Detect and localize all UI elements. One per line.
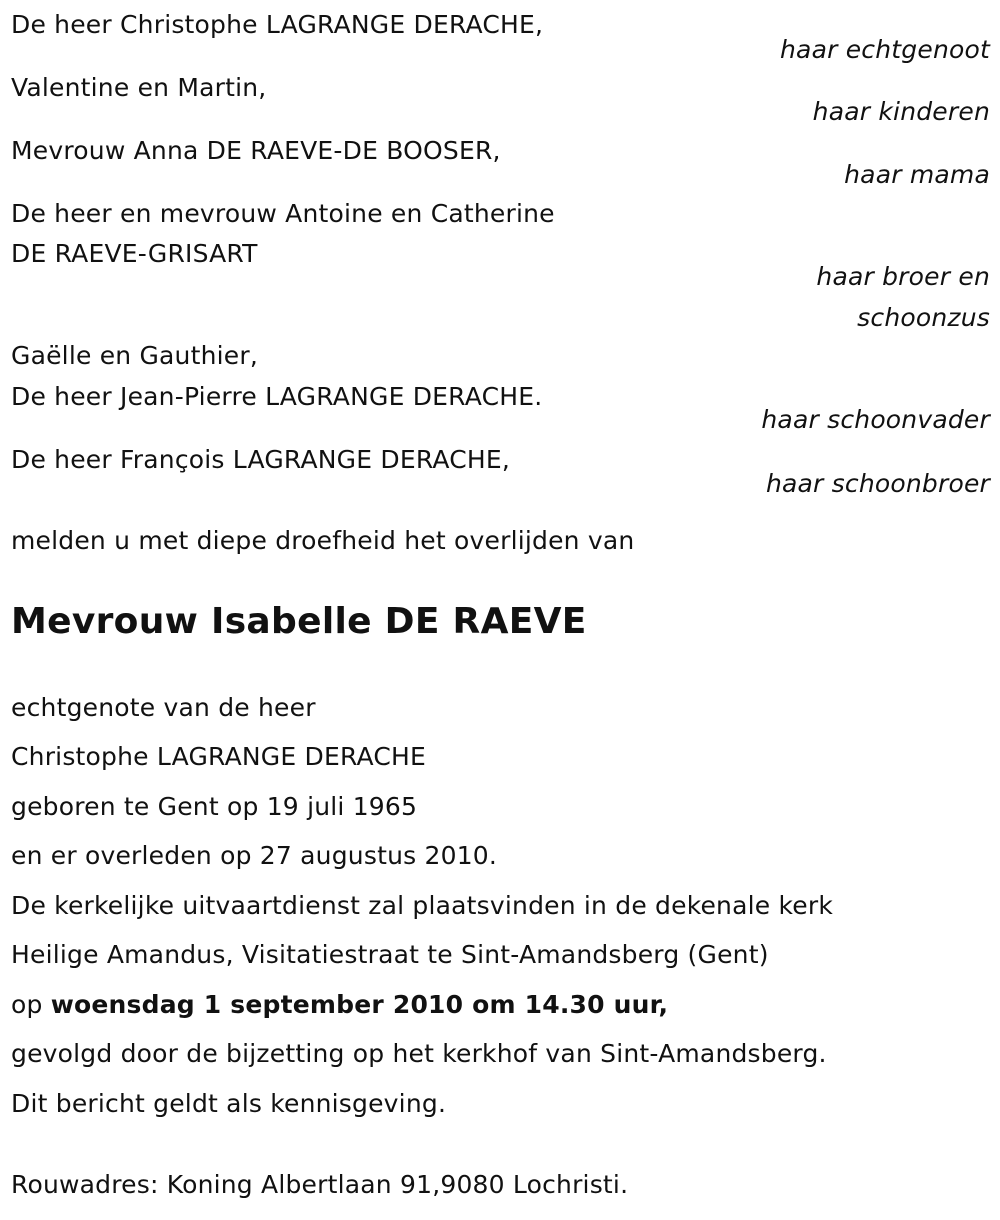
detail-line-2: Christophe LAGRANGE DERACHE (11, 742, 427, 771)
mourning-address: Rouwadres: Koning Albertlaan 91,9080 Lochristi. (11, 1170, 629, 1199)
family-name-inlaws-line1: Gaëlle en Gauthier, (11, 341, 259, 370)
relation-children: haar kinderen (812, 97, 990, 126)
detail-line-8: gevolgd door de bijzetting op het kerkhof van Sint-Amandsberg. (11, 1039, 827, 1068)
detail-line-1: echtgenote van de heer (11, 693, 316, 722)
family-name-brother-line2: DE RAEVE-GRISART (11, 239, 258, 268)
detail-line-9: Dit bericht geldt als kennisgeving. (11, 1089, 447, 1118)
family-name-inlaws-line2: De heer Jean-Pierre LAGRANGE DERACHE. (11, 382, 543, 411)
family-name-children: Valentine en Martin, (11, 73, 267, 102)
family-name-spouse: De heer Christophe LAGRANGE DERACHE, (11, 10, 544, 39)
announcement-text: melden u met diepe droefheid het overlijden van (11, 526, 635, 555)
service-date: woensdag 1 september 2010 om 14.30 uur, (50, 990, 669, 1019)
family-name-brother-line1: De heer en mevrouw Antoine en Catherine (11, 199, 555, 228)
family-name-mother: Mevrouw Anna DE RAEVE-DE BOOSER, (11, 136, 501, 165)
family-name-brother-in-law: De heer François LAGRANGE DERACHE, (11, 445, 511, 474)
deceased-name: Mevrouw Isabelle DE RAEVE (11, 601, 587, 642)
relation-mother: haar mama (844, 160, 990, 189)
detail-line-3: geboren te Gent op 19 juli 1965 (11, 792, 418, 821)
relation-spouse: haar echtgenoot (780, 35, 990, 64)
relation-father-in-law: haar schoonvader (761, 405, 990, 434)
detail-line-4: en er overleden op 27 augustus 2010. (11, 841, 498, 870)
service-date-prefix: op (11, 990, 51, 1019)
detail-line-7 (11, 990, 668, 1020)
detail-line-5: De kerkelijke uitvaartdienst zal plaatsvinden in de dekenale kerk (11, 891, 834, 920)
relation-brother-line2: schoonzus (857, 303, 990, 332)
relation-brother-in-law: haar schoonbroer (765, 469, 990, 498)
detail-line-6: Heilige Amandus, Visitatiestraat te Sint-Amandsberg (Gent) (11, 940, 769, 969)
relation-brother-line1: haar broer en (816, 262, 990, 291)
